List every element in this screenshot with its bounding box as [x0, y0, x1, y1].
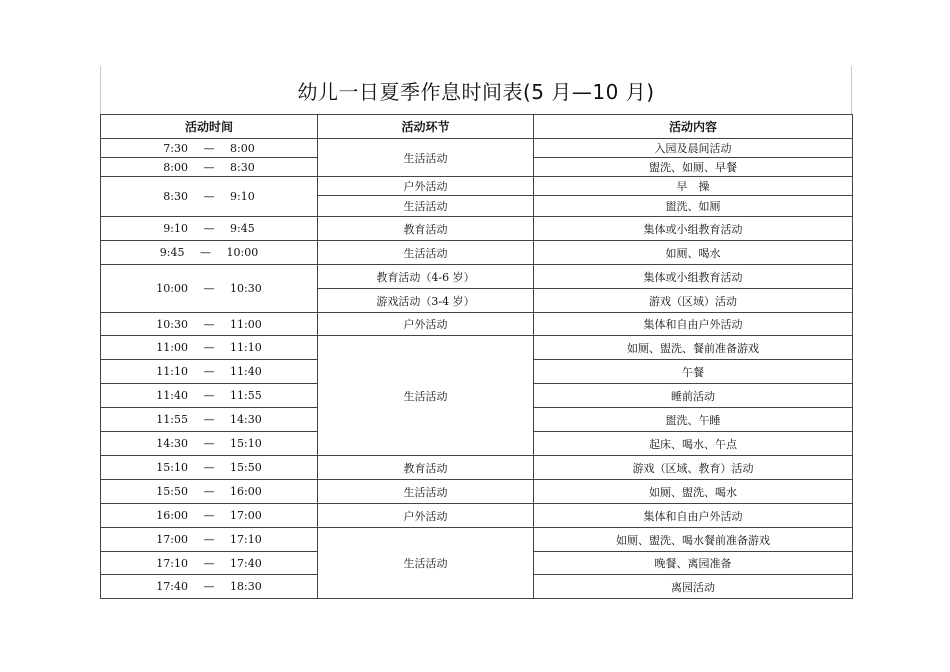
table-row [101, 177, 853, 196]
time-cell: 8:00 — 8:30 [101, 158, 318, 177]
segment-cell: 生活活动 [318, 336, 534, 456]
content-cell: 盥洗、如厕、早餐 [534, 158, 853, 177]
schedule-table [100, 114, 853, 599]
time-cell: 17:00 — 17:10 [101, 528, 318, 552]
content-cell: 盥洗、午睡 [534, 408, 853, 432]
segment-cell: 生活活动 [318, 196, 534, 217]
segment-cell: 户外活动 [318, 313, 534, 336]
table-row [101, 528, 853, 552]
time-cell: 15:10 — 15:50 [101, 456, 318, 480]
table-row [101, 480, 853, 504]
content-cell: 集体和自由户外活动 [534, 313, 853, 336]
content-cell: 游戏（区域、教育）活动 [534, 456, 853, 480]
page-title: 幼儿一日夏季作息时间表(5 月—10 月) [297, 79, 655, 104]
content-cell: 离园活动 [534, 575, 853, 599]
content-cell: 如厕、盥洗、喝水餐前准备游戏 [534, 528, 853, 552]
content-cell: 如厕、盥洗、餐前准备游戏 [534, 336, 853, 360]
content-cell: 午餐 [534, 360, 853, 384]
segment-cell: 教育活动 [318, 217, 534, 241]
time-cell: 17:40 — 18:30 [101, 575, 318, 599]
table-row [101, 139, 853, 158]
table-row [101, 265, 853, 289]
header-segment: 活动环节 [318, 115, 534, 139]
segment-cell: 生活活动 [318, 480, 534, 504]
content-cell: 集体或小组教育活动 [534, 217, 853, 241]
content-cell: 如厕、盥洗、喝水 [534, 480, 853, 504]
segment-cell: 游戏活动（3-4 岁） [318, 289, 534, 313]
header-content: 活动内容 [534, 115, 853, 139]
content-cell: 盥洗、如厕 [534, 196, 853, 217]
segment-cell: 户外活动 [318, 504, 534, 528]
content-cell: 起床、喝水、午点 [534, 432, 853, 456]
table-row [101, 336, 853, 360]
content-cell: 游戏（区域）活动 [534, 289, 853, 313]
time-cell: 10:00 — 10:30 [101, 265, 318, 313]
time-cell: 7:30 — 8:00 [101, 139, 318, 158]
time-cell: 9:10 — 9:45 [101, 217, 318, 241]
title-cell [100, 66, 852, 114]
segment-cell: 教育活动（4-6 岁） [318, 265, 534, 289]
time-cell: 11:10 — 11:40 [101, 360, 318, 384]
time-cell: 11:55 — 14:30 [101, 408, 318, 432]
time-cell: 11:00 — 11:10 [101, 336, 318, 360]
time-cell: 10:30 — 11:00 [101, 313, 318, 336]
time-cell: 17:10 — 17:40 [101, 552, 318, 575]
content-cell: 集体和自由户外活动 [534, 504, 853, 528]
segment-cell: 生活活动 [318, 139, 534, 177]
time-cell: 16:00 — 17:00 [101, 504, 318, 528]
table-row [101, 504, 853, 528]
table-row [101, 217, 853, 241]
segment-cell: 户外活动 [318, 177, 534, 196]
time-cell: 14:30 — 15:10 [101, 432, 318, 456]
time-cell: 11:40 — 11:55 [101, 384, 318, 408]
segment-cell: 教育活动 [318, 456, 534, 480]
time-cell: 9:45 — 10:00 [101, 241, 318, 265]
content-cell: 早 操 [534, 177, 853, 196]
time-cell: 15:50 — 16:00 [101, 480, 318, 504]
header-row [101, 115, 853, 139]
content-cell: 如厕、喝水 [534, 241, 853, 265]
content-cell: 入园及晨间活动 [534, 139, 853, 158]
content-cell: 集体或小组教育活动 [534, 265, 853, 289]
time-cell: 8:30 — 9:10 [101, 177, 318, 217]
header-time: 活动时间 [101, 115, 318, 139]
content-cell: 晚餐、离园准备 [534, 552, 853, 575]
content-cell: 睡前活动 [534, 384, 853, 408]
segment-cell: 生活活动 [318, 528, 534, 599]
table-row [101, 241, 853, 265]
table-row [101, 456, 853, 480]
table-row [101, 313, 853, 336]
schedule-sheet [100, 66, 852, 599]
segment-cell: 生活活动 [318, 241, 534, 265]
